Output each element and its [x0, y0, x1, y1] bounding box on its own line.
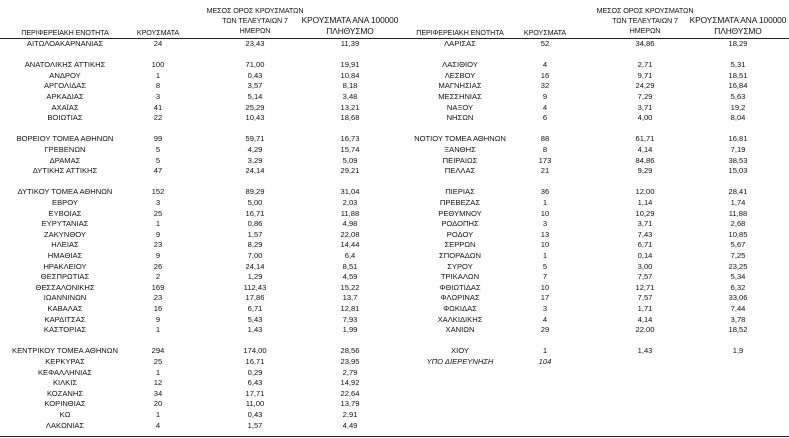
cell-per100k: 13,79: [340, 399, 360, 409]
cell-name: ΞΑΝΘΗΣ: [444, 145, 476, 154]
cell-cases: 9: [155, 314, 161, 324]
cell-name: ΖΑΚΥΝΘΟΥ: [44, 229, 86, 239]
cell-avg7: 10,29: [635, 208, 655, 218]
cell-cases: 25: [153, 208, 163, 218]
header-avg7-line2: ΤΩΝ ΤΕΛΕΥΤΑΙΩΝ 7: [222, 16, 288, 25]
cell-avg7: 7,57: [637, 293, 653, 303]
cell-cases: 169: [151, 282, 165, 292]
cell-name: ΑΝΔΡΟΥ: [49, 70, 81, 80]
cell-avg7: 5,43: [247, 314, 263, 324]
cell-avg7: 4,00: [637, 113, 653, 123]
cell-cases: 4: [542, 314, 548, 324]
cell-avg7: 1,43: [637, 346, 653, 356]
cell-avg7: 6,43: [247, 378, 263, 388]
cell-per100k: 5,34: [730, 272, 746, 282]
cell-cases: 8: [542, 145, 548, 154]
cell-cases: 24: [153, 39, 163, 48]
cell-avg7: 9,29: [637, 166, 653, 176]
cell-per100k: 4,59: [342, 272, 358, 282]
cell-cases: 13: [540, 229, 550, 239]
cell-avg7: 22,00: [635, 325, 655, 335]
cell-per100k: 23,95: [340, 357, 360, 366]
cell-cases: 1: [155, 219, 161, 229]
cell-avg7: 3,71: [637, 102, 653, 112]
cell-avg7: 61,71: [635, 134, 655, 144]
cell-per100k: 28,41: [728, 187, 748, 197]
cell-per100k: 7,19: [730, 145, 746, 154]
table-bottom-border: [0, 436, 789, 437]
cell-cases: 26: [153, 261, 163, 271]
cell-name: ΔΡΑΜΑΣ: [49, 155, 81, 165]
cell-per100k: 15,74: [340, 145, 360, 154]
cell-avg7: 7,29: [637, 92, 653, 101]
cell-per100k: 4,98: [342, 219, 358, 229]
cell-name: ΡΕΘΥΜΝΟΥ: [438, 208, 482, 218]
cell-per100k: 5,31: [730, 60, 746, 70]
cell-name: ΦΩΚΙΔΑΣ: [443, 304, 477, 313]
cell-cases: 36: [540, 187, 550, 197]
cell-name: ΘΕΣΠΡΩΤΙΑΣ: [40, 272, 90, 282]
cell-per100k: 29,21: [340, 166, 360, 176]
cell-avg7: 6,71: [637, 240, 653, 250]
cell-name: ΑΧΑΪΑΣ: [51, 102, 79, 112]
cell-avg7: 23,43: [245, 39, 265, 48]
cell-avg7: 5,14: [247, 92, 263, 101]
cell-name: ΧΙΟΥ: [451, 346, 469, 356]
cell-per100k: 22,64: [340, 388, 360, 398]
cell-name: ΤΡΙΚΑΛΩΝ: [440, 272, 480, 282]
cell-per100k: 23,25: [728, 261, 748, 271]
cell-avg7: 7,00: [247, 251, 263, 260]
cell-cases: 34: [153, 388, 163, 398]
cell-name: ΚΕΝΤΡΙΚΟΥ ΤΟΜΕΑ ΑΘΗΝΩΝ: [12, 346, 118, 356]
cell-per100k: 31,04: [340, 187, 360, 197]
cell-name: ΒΟΙΩΤΙΑΣ: [47, 113, 83, 123]
cell-per100k: 7,93: [342, 314, 358, 324]
cell-per100k: 2,79: [342, 367, 358, 377]
cell-name: ΣΕΡΡΩΝ: [444, 240, 476, 250]
cell-per100k: 10,85: [728, 229, 748, 239]
cell-per100k: 12,81: [340, 304, 360, 313]
cell-cases: 3: [542, 219, 548, 229]
cell-name: ΛΑΚΩΝΙΑΣ: [45, 420, 85, 430]
cell-cases: 10: [540, 282, 550, 292]
cell-cases: 23: [153, 293, 163, 303]
cell-cases: 173: [538, 155, 552, 165]
cell-cases: 17: [540, 293, 550, 303]
cell-avg7: 24,14: [245, 166, 265, 176]
cell-cases: 104: [538, 357, 552, 366]
cell-avg7: 16,71: [245, 357, 265, 366]
header-per100k-line1: ΚΡΟΥΣΜΑΤΑ ΑΝΑ 100000: [301, 15, 399, 25]
cell-per100k: 18,68: [340, 113, 360, 123]
cell-avg7: 8,29: [247, 240, 263, 250]
cell-avg7: 17,71: [245, 388, 265, 398]
cell-name: ΕΥΡΥΤΑΝΙΑΣ: [41, 219, 89, 229]
cell-per100k: 22,08: [340, 229, 360, 239]
cell-per100k: 19,91: [340, 60, 360, 70]
cell-name: ΦΛΩΡΙΝΑΣ: [440, 293, 480, 303]
cell-name: ΠΕΛΛΑΣ: [444, 166, 476, 176]
cell-name: ΑΙΤΩΛΟΑΚΑΡΝΑΝΙΑΣ: [26, 39, 104, 48]
cell-avg7: 4,29: [247, 145, 263, 154]
header-avg7: [195, 6, 315, 36]
cell-cases: 22: [153, 113, 163, 123]
cell-per100k: 7,44: [730, 304, 746, 313]
cell-name: ΛΑΡΙΣΑΣ: [444, 39, 476, 48]
cell-cases: 294: [151, 346, 165, 356]
cell-name: ΗΛΕΙΑΣ: [51, 240, 79, 250]
cell-name: ΙΩΑΝΝΙΝΩΝ: [43, 293, 87, 303]
cell-avg7: 9,71: [637, 70, 653, 80]
cell-cases: 20: [153, 399, 163, 409]
cell-per100k: 3,78: [730, 314, 746, 324]
cell-per100k: 5,67: [730, 240, 746, 250]
cell-name: ΣΠΟΡΑΔΩΝ: [439, 251, 481, 260]
cell-avg7: 1,57: [247, 229, 263, 239]
cell-per100k: 28,56: [340, 346, 360, 356]
cell-per100k: 11,88: [728, 208, 748, 218]
cell-name: ΕΥΒΟΙΑΣ: [48, 208, 82, 218]
cell-name: ΚΩ: [59, 410, 71, 419]
cell-cases: 1: [542, 346, 548, 356]
cell-per100k: 4,49: [342, 420, 358, 430]
cell-avg7: 4,14: [637, 145, 653, 154]
cell-name: ΛΑΣΙΘΙΟΥ: [442, 60, 478, 70]
cell-per100k: 16,73: [340, 134, 360, 144]
header-cases: ΚΡΟΥΣΜΑΤΑ: [136, 28, 180, 37]
cell-cases: 100: [151, 60, 165, 70]
header-avg7-right-line3: ΗΜΕΡΩΝ: [629, 26, 661, 35]
cell-per100k: 2,68: [730, 219, 746, 229]
cell-cases: 152: [151, 187, 165, 197]
cell-per100k: 6,32: [730, 282, 746, 292]
cell-name: ΣΥΡΟΥ: [447, 261, 473, 271]
cell-per100k: 18,29: [728, 39, 748, 48]
cell-per100k: 8,18: [342, 81, 358, 91]
cell-name: ΡΟΔΟΥ: [446, 229, 474, 239]
cell-avg7: 6,71: [247, 304, 263, 313]
cell-name: ΜΕΣΣΗΝΙΑΣ: [438, 92, 482, 101]
cell-cases: 1: [542, 198, 548, 207]
cell-name: ΑΡΓΟΛΙΔΑΣ: [43, 81, 87, 91]
header-avg7-line3: ΗΜΕΡΩΝ: [239, 26, 271, 35]
cell-cases: 29: [540, 325, 550, 335]
cell-per100k: 2,03: [342, 198, 358, 207]
cell-per100k: 10,84: [340, 70, 360, 80]
cell-cases: 32: [540, 81, 550, 91]
cell-per100k: 13,7: [342, 293, 358, 303]
header-avg7-right-line2: ΤΩΝ ΤΕΛΕΥΤΑΙΩΝ 7: [612, 16, 678, 25]
cell-per100k: 18,51: [728, 70, 748, 80]
cell-cases: 5: [542, 261, 548, 271]
cell-cases: 3: [155, 198, 161, 207]
cell-avg7: 59,71: [245, 134, 265, 144]
cell-cases: 3: [542, 304, 548, 313]
cell-avg7: 84,86: [635, 155, 655, 165]
header-avg7-line1: ΜΕΣΟΣ ΟΡΟΣ ΚΡΟΥΣΜΑΤΩΝ: [206, 6, 304, 15]
cell-per100k: 8,51: [342, 261, 358, 271]
cell-name: ΧΑΛΚΙΔΙΚΗΣ: [437, 314, 483, 324]
cell-name: ΛΕΣΒΟΥ: [444, 70, 476, 80]
cell-cases: 12: [153, 378, 163, 388]
cell-per100k: 6,4: [344, 251, 356, 260]
cell-cases: 4: [542, 60, 548, 70]
cell-avg7: 89,29: [245, 187, 265, 197]
cell-avg7: 3,29: [247, 155, 263, 165]
cell-cases: 2: [155, 272, 161, 282]
cell-cases: 10: [540, 208, 550, 218]
cell-name: ΜΑΓΝΗΣΙΑΣ: [438, 81, 482, 91]
cell-cases: 5: [155, 145, 161, 154]
cell-avg7: 1,57: [247, 420, 263, 430]
cell-name: ΒΟΡΕΙΟΥ ΤΟΜΕΑ ΑΘΗΝΩΝ: [16, 134, 114, 144]
cell-per100k: 14,44: [340, 240, 360, 250]
cell-cases: 99: [153, 134, 163, 144]
cell-cases: 1: [542, 251, 548, 260]
cell-per100k: 15,03: [728, 166, 748, 176]
cell-avg7: 7,43: [637, 229, 653, 239]
cell-avg7: 17,86: [245, 293, 265, 303]
cell-name: ΚΑΡΔΙΤΣΑΣ: [44, 314, 86, 324]
cell-name: ΝΟΤΙΟΥ ΤΟΜΕΑ ΑΘΗΝΩΝ: [414, 134, 506, 144]
cell-name: ΦΘΙΩΤΙΔΑΣ: [439, 282, 481, 292]
cell-per100k: 1,99: [342, 325, 358, 335]
cell-per100k: 19,2: [730, 102, 746, 112]
cell-name: ΡΟΔΟΠΗΣ: [441, 219, 479, 229]
cell-cases: 5: [155, 155, 161, 165]
cell-name: ΔΥΤΙΚΗΣ ΑΤΤΙΚΗΣ: [32, 166, 98, 176]
header-per100k-line2: ΠΛΗΘΥΣΜΟ: [326, 26, 374, 36]
cell-name: ΚΟΖΑΝΗΣ: [46, 388, 84, 398]
cell-avg7: 3,57: [247, 81, 263, 91]
cell-name: ΚΑΒΑΛΑΣ: [47, 304, 83, 313]
cell-per100k: 16,81: [728, 134, 748, 144]
cell-cases: 41: [153, 102, 163, 112]
cell-per100k: 33,06: [728, 293, 748, 303]
cell-per100k: 8,04: [730, 113, 746, 123]
cell-cases: 8: [155, 81, 161, 91]
cell-name: ΗΜΑΘΙΑΣ: [47, 251, 83, 260]
cell-cases: 1: [155, 325, 161, 335]
table-header: [0, 0, 789, 39]
cell-avg7: 5,00: [247, 198, 263, 207]
cell-name: ΚΟΡΙΝΘΙΑΣ: [44, 399, 86, 409]
cell-name: ΑΡΚΑΔΙΑΣ: [46, 92, 84, 101]
cell-avg7: 3,71: [637, 219, 653, 229]
cell-cases: 1: [155, 367, 161, 377]
cell-cases: 3: [155, 92, 161, 101]
cell-avg7: 12,71: [635, 282, 655, 292]
cell-per100k: 3,48: [342, 92, 358, 101]
cell-avg7: 2,71: [637, 60, 653, 70]
cell-avg7: 0,43: [247, 410, 263, 419]
header-avg7-right-line1: ΜΕΣΟΣ ΟΡΟΣ ΚΡΟΥΣΜΑΤΩΝ: [596, 6, 694, 15]
cell-name: ΓΡΕΒΕΝΩΝ: [44, 145, 86, 154]
cell-name: ΝΗΣΩΝ: [446, 113, 474, 123]
cell-name: ΧΑΝΙΩΝ: [445, 325, 475, 335]
cell-avg7: 11,00: [245, 399, 265, 409]
cell-name: ΠΡΕΒΕΖΑΣ: [439, 198, 481, 207]
cell-per100k: 16,84: [728, 81, 748, 91]
cell-name: ΠΙΕΡΙΑΣ: [445, 187, 475, 197]
cell-avg7: 12,00: [635, 187, 655, 197]
cell-per100k: 5,09: [342, 155, 358, 165]
cell-cases: 9: [155, 251, 161, 260]
cell-per100k: 1,9: [732, 346, 744, 356]
cell-avg7: 174,00: [243, 346, 267, 356]
cell-name: ΔΥΤΙΚΟΥ ΤΟΜΕΑ ΑΘΗΝΩΝ: [17, 187, 113, 197]
cell-avg7: 24,29: [635, 81, 655, 91]
header-per100k-right: [686, 15, 789, 37]
cell-cases: 9: [542, 92, 548, 101]
cell-name: ΚΑΣΤΟΡΙΑΣ: [43, 325, 87, 335]
header-per100k-right-line1: ΚΡΟΥΣΜΑΤΑ ΑΝΑ 100000: [689, 15, 787, 25]
cell-name: ΚΕΦΑΛΛΗΝΙΑΣ: [37, 367, 93, 377]
cell-cases: 88: [540, 134, 550, 144]
cell-cases: 23: [153, 240, 163, 250]
cell-avg7: 1,14: [637, 198, 653, 207]
cell-cases: 10: [540, 240, 550, 250]
cell-avg7: 0,86: [247, 219, 263, 229]
cell-avg7: 1,71: [637, 304, 653, 313]
cell-avg7: 7,57: [637, 272, 653, 282]
cell-per100k: 2,91: [342, 410, 358, 419]
cell-per100k: 15,22: [340, 282, 360, 292]
cell-avg7: 16,71: [245, 208, 265, 218]
cell-name: ΚΙΛΚΙΣ: [52, 378, 78, 388]
cell-avg7: 71,00: [245, 60, 265, 70]
cell-avg7: 4,14: [637, 314, 653, 324]
cell-avg7: 1,29: [247, 272, 263, 282]
cell-per100k: 14,92: [340, 378, 360, 388]
cell-cases: 7: [542, 272, 548, 282]
cell-avg7: 25,29: [245, 102, 265, 112]
cell-name: ΝΑΞΟΥ: [446, 102, 474, 112]
cell-cases: 9: [155, 229, 161, 239]
cell-name: ΑΝΑΤΟΛΙΚΗΣ ΑΤΤΙΚΗΣ: [24, 60, 106, 70]
cell-per100k: 18,52: [728, 325, 748, 335]
cell-cases: 47: [153, 166, 163, 176]
cell-cases: 16: [153, 304, 163, 313]
cell-name: ΗΡΑΚΛΕΙΟΥ: [43, 261, 87, 271]
cell-cases: 16: [540, 70, 550, 80]
header-region-right: ΠΕΡΙΦΕΡΕΙΑΚΗ ΕΝΟΤΗΤΑ: [416, 28, 504, 37]
cell-per100k: 11,88: [340, 208, 360, 218]
cell-avg7: 34,86: [635, 39, 655, 48]
header-cases-right: ΚΡΟΥΣΜΑΤΑ: [523, 28, 567, 37]
cell-per100k: 38,53: [728, 155, 748, 165]
cell-avg7: 10,43: [245, 113, 265, 123]
cell-cases: 52: [540, 39, 550, 48]
header-per100k-right-line2: ΠΛΗΘΥΣΜΟ: [714, 26, 762, 36]
cell-name: ΥΠΟ ΔΙΕΡΕΥΝΗΣΗ: [426, 357, 494, 366]
header-region: ΠΕΡΙΦΕΡΕΙΑΚΗ ΕΝΟΤΗΤΑ: [21, 28, 109, 37]
cell-cases: 1: [155, 70, 161, 80]
cell-avg7: 24,14: [245, 261, 265, 271]
cell-per100k: 7,25: [730, 251, 746, 260]
cell-name: ΚΕΡΚΥΡΑΣ: [45, 357, 85, 366]
cell-cases: 6: [542, 113, 548, 123]
header-per100k: [298, 15, 402, 37]
cell-avg7: 3,00: [637, 261, 653, 271]
cell-per100k: 1,74: [730, 198, 746, 207]
cell-cases: 4: [542, 102, 548, 112]
cell-cases: 21: [540, 166, 550, 176]
cell-per100k: 5,63: [730, 92, 746, 101]
cell-cases: 1: [155, 410, 161, 419]
cell-per100k: 11,39: [340, 39, 360, 48]
cell-name: ΕΒΡΟΥ: [52, 198, 78, 207]
cell-avg7: 0,29: [247, 367, 263, 377]
cell-avg7: 0,14: [637, 251, 653, 260]
cell-avg7: 112,43: [243, 282, 267, 292]
cell-cases: 25: [153, 357, 163, 366]
cell-avg7: 0,43: [247, 70, 263, 80]
cell-name: ΘΕΣΣΑΛΟΝΙΚΗΣ: [35, 282, 95, 292]
cell-name: ΠΕΙΡΑΙΩΣ: [442, 155, 478, 165]
cell-cases: 4: [155, 420, 161, 430]
cell-avg7: 1,43: [247, 325, 263, 335]
cell-per100k: 13,21: [340, 102, 360, 112]
